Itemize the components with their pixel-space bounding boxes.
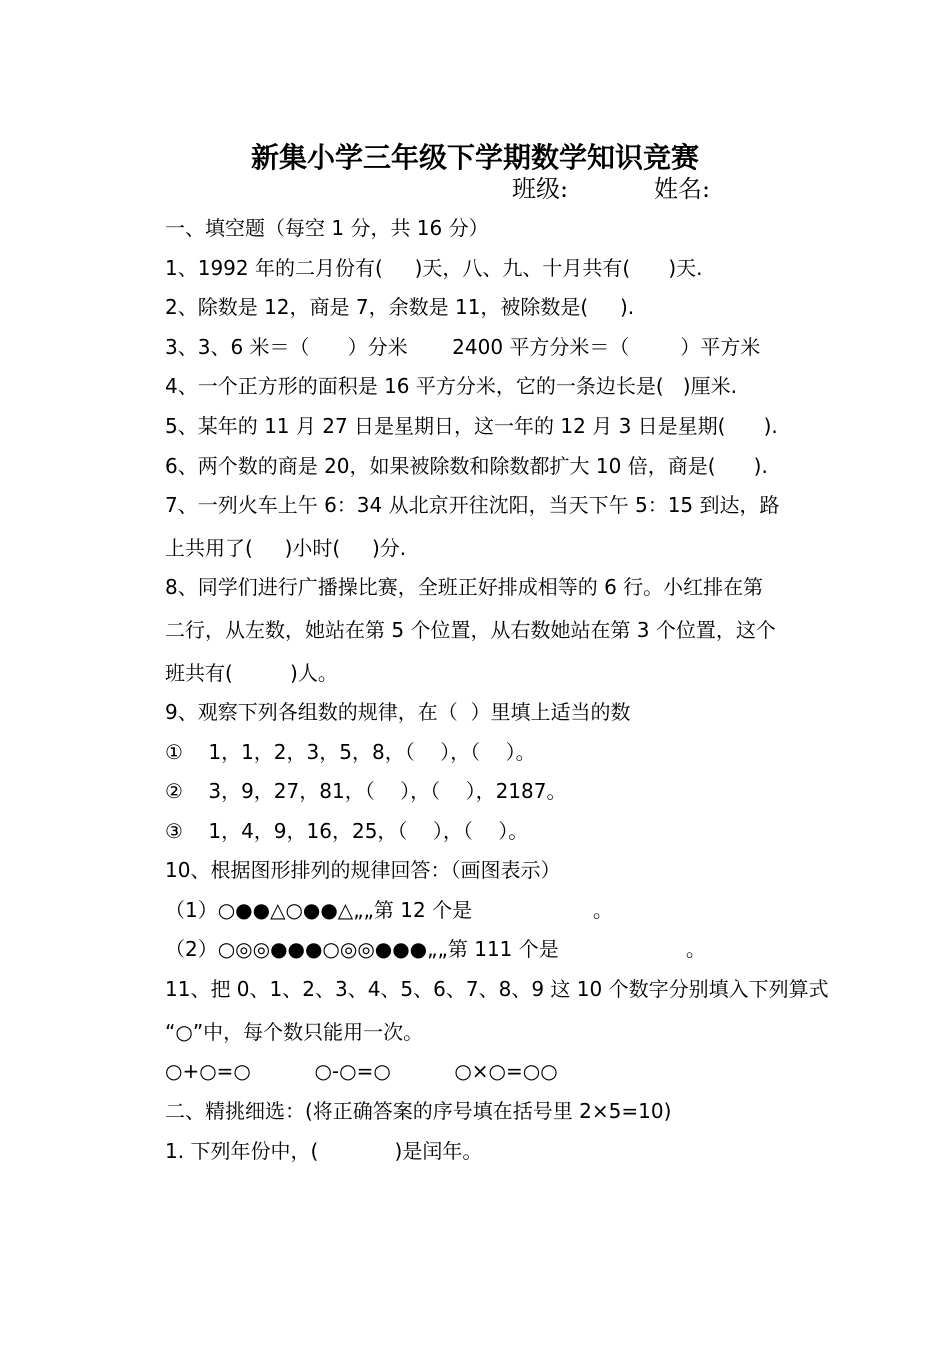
question-line: “○”中，每个数只能用一次。 [165, 1020, 424, 1044]
question-line: 二行，从左数，她站在第 5 个位置，从右数她站在第 3 个位置，这个 [165, 618, 776, 642]
question-line: 9、观察下列各组数的规律，在（ ）里填上适当的数 [165, 700, 631, 724]
sequence-line: ③ 1，4，9，16，25，（ ），（ ）。 [165, 819, 529, 843]
question-line: 10、根据图形排列的规律回答：（画图表示） [165, 858, 561, 882]
pattern-line: （1）○●●△○●●△„„第 12 个是 。 [165, 898, 613, 922]
question-line: 11、把 0、1、2、3、4、5、6、7、8、9 这 10 个数字分别填入下列算式 [165, 977, 829, 1001]
sequence-line: ② 3，9，27，81，（ ），（ ），2187。 [165, 779, 567, 803]
question-line: 8、同学们进行广播操比赛，全班正好排成相等的 6 行。小红排在第 [165, 575, 764, 599]
question-line: 4、一个正方形的面积是 16 平方分米，它的一条边长是( )厘米. [165, 374, 737, 398]
pattern-line: （2）○◎◎●●●○◎◎●●●„„第 111 个是 。 [165, 937, 706, 961]
section-2-heading: 二、精挑细选：(将正确答案的序号填在括号里 2×5=10) [165, 1099, 672, 1123]
section-1-heading: 一、填空题（每空 1 分，共 16 分） [165, 216, 489, 240]
question-line: 1. 下列年份中，( )是闰年。 [165, 1139, 483, 1163]
question-line: 2、除数是 12，商是 7，余数是 11，被除数是( ). [165, 295, 635, 319]
question-line: 1、1992 年的二月份有( )天，八、九、十月共有( )天. [165, 256, 703, 280]
equation-line: ○+○=○ ○-○=○ ○×○=○○ [165, 1059, 558, 1083]
question-line: 3、3、6 米＝（ ）分米 2400 平方分米＝（ ）平方米 [165, 335, 761, 359]
class-label: 班级: [512, 175, 569, 203]
name-label: 姓名: [654, 175, 711, 203]
question-line: 7、一列火车上午 6：34 从北京开往沈阳，当天下午 5：15 到达，路 [165, 493, 780, 517]
page-title: 新集小学三年级下学期数学知识竞赛 [250, 141, 699, 174]
question-line: 班共有( )人。 [165, 661, 338, 685]
question-line: 上共用了( )小时( )分. [165, 536, 407, 560]
question-line: 5、某年的 11 月 27 日是星期日，这一年的 12 月 3 日是星期( ). [165, 414, 778, 438]
sequence-line: ① 1，1，2，3，5，8，（ ），（ ）。 [165, 740, 536, 764]
question-line: 6、两个数的商是 20，如果被除数和除数都扩大 10 倍，商是( ). [165, 454, 768, 478]
